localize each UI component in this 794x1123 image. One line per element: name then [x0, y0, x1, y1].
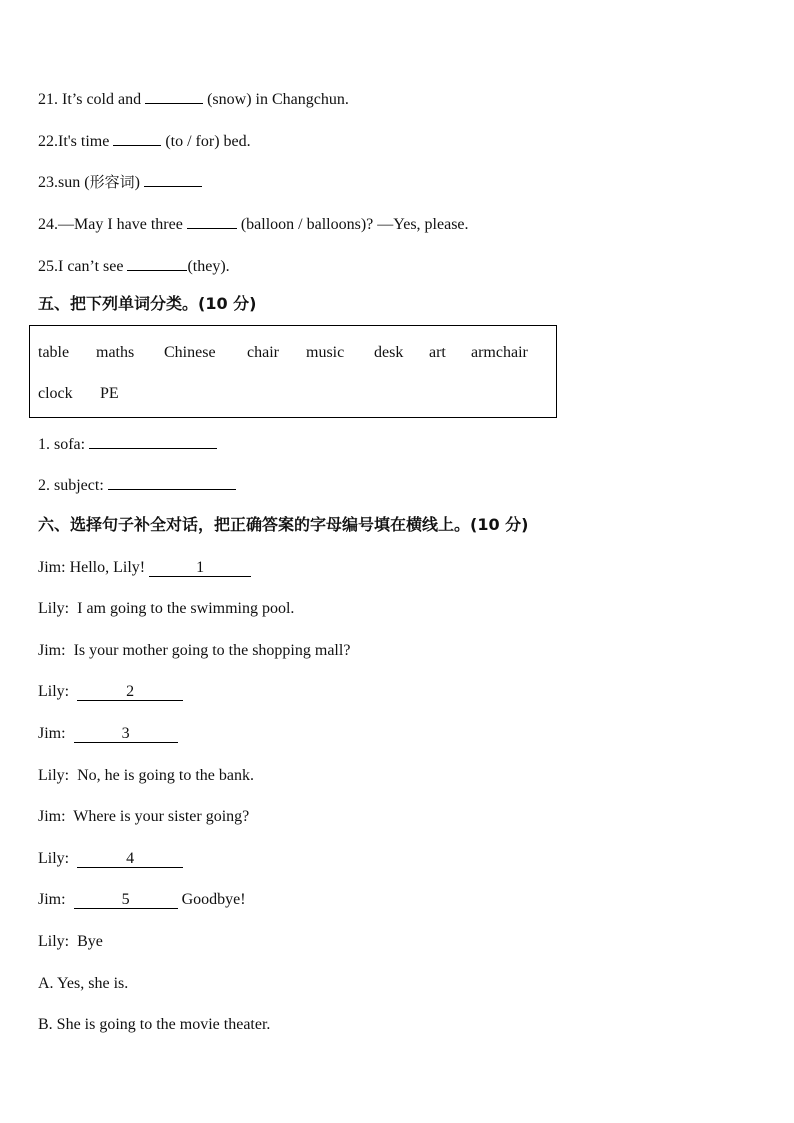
- word-item: art: [429, 344, 446, 361]
- question-23: [38, 171, 202, 193]
- word-box: [29, 325, 557, 418]
- dialogue-text: Goodbye!: [177, 891, 246, 908]
- word-item: music: [306, 344, 345, 361]
- question-24-prefix: 24.—May I have three: [38, 216, 187, 233]
- dialogue-line: [38, 807, 249, 827]
- word-item: PE: [100, 385, 119, 402]
- classify-subject-label: 2. subject:: [38, 477, 108, 494]
- word-item: clock: [38, 385, 73, 402]
- word-item: table: [38, 344, 70, 361]
- question-23-prefix: 23.sun (: [38, 174, 90, 191]
- answer-blank-22[interactable]: [113, 130, 161, 146]
- question-22: [38, 130, 251, 152]
- section-5-title: 五、把下列单词分类。(10 分): [38, 294, 257, 313]
- answer-blank-21[interactable]: [145, 88, 203, 104]
- dialogue-text: I am going to the swimming pool.: [77, 600, 295, 617]
- dialogue-text: Hello, Lily!: [69, 559, 150, 576]
- classify-sofa: [38, 433, 217, 455]
- word-item: maths: [96, 344, 135, 361]
- question-21: [38, 88, 349, 110]
- question-25-suffix: (they).: [187, 258, 230, 275]
- word-item: desk: [374, 344, 404, 361]
- question-22-prefix: 22.It's time: [38, 133, 114, 150]
- dialogue-speaker: Jim:: [38, 891, 66, 908]
- word-item: chair: [247, 344, 279, 361]
- dialogue-speaker: Lily:: [38, 933, 70, 950]
- dialogue-speaker: Lily:: [38, 850, 70, 867]
- question-21-suffix: (snow) in Changchun.: [203, 91, 349, 108]
- dialogue-line: [38, 849, 183, 869]
- dialogue-line: [38, 724, 178, 744]
- classify-sofa-label: 1. sofa:: [38, 436, 90, 453]
- answer-blank-24[interactable]: [187, 213, 237, 229]
- option-b: B. She is going to the movie theater.: [38, 1016, 271, 1033]
- question-24-suffix: (balloon / balloons)? —Yes, please.: [236, 216, 469, 233]
- dialogue-blank-2[interactable]: 2: [77, 684, 183, 701]
- dialogue-speaker: Jim:: [38, 559, 66, 576]
- classify-subject-blank[interactable]: [108, 474, 236, 490]
- question-23-suffix: ): [134, 174, 144, 191]
- answer-blank-25[interactable]: [127, 255, 187, 271]
- dialogue-blank-3[interactable]: 3: [74, 726, 178, 743]
- dialogue-speaker: Jim:: [38, 642, 66, 659]
- question-22-suffix: (to / for) bed.: [161, 133, 251, 150]
- dialogue-line: [38, 558, 251, 578]
- dialogue-text: No, he is going to the bank.: [77, 767, 254, 784]
- classify-subject: [38, 474, 236, 496]
- word-box-row-1: [38, 344, 541, 362]
- question-23-hint: 形容词: [89, 173, 135, 191]
- dialogue-line: [38, 599, 294, 619]
- question-25-prefix: 25.I can’t see: [38, 258, 128, 275]
- question-24: [38, 213, 469, 235]
- option-a: A. Yes, she is.: [38, 975, 129, 992]
- dialogue-line: [38, 932, 103, 952]
- dialogue-line: [38, 890, 246, 910]
- answer-blank-23[interactable]: [144, 171, 202, 187]
- dialogue-speaker: Jim:: [38, 725, 66, 742]
- dialogue-blank-5[interactable]: 5: [74, 892, 178, 909]
- section-6-title: 六、选择句子补全对话，把正确答案的字母编号填在横线上。(10 分): [38, 515, 529, 534]
- dialogue-speaker: Lily:: [38, 683, 70, 700]
- question-25: [38, 255, 230, 277]
- classify-sofa-blank[interactable]: [89, 433, 217, 449]
- dialogue-text: Is your mother going to the shopping mall?: [73, 642, 351, 659]
- question-21-prefix: 21. It’s cold and: [38, 91, 146, 108]
- dialogue-line: [38, 682, 183, 702]
- dialogue-text: Bye: [77, 933, 103, 950]
- word-item: Chinese: [164, 344, 216, 361]
- dialogue-line: [38, 766, 254, 786]
- word-item: armchair: [471, 344, 528, 361]
- dialogue-speaker: Lily:: [38, 767, 70, 784]
- dialogue-speaker: Lily:: [38, 600, 70, 617]
- dialogue-text: Where is your sister going?: [73, 808, 250, 825]
- dialogue-blank-4[interactable]: 4: [77, 851, 183, 868]
- word-box-row-2: [38, 385, 140, 403]
- dialogue-blank-1[interactable]: 1: [149, 560, 251, 577]
- dialogue-line: [38, 641, 350, 661]
- dialogue-speaker: Jim:: [38, 808, 66, 825]
